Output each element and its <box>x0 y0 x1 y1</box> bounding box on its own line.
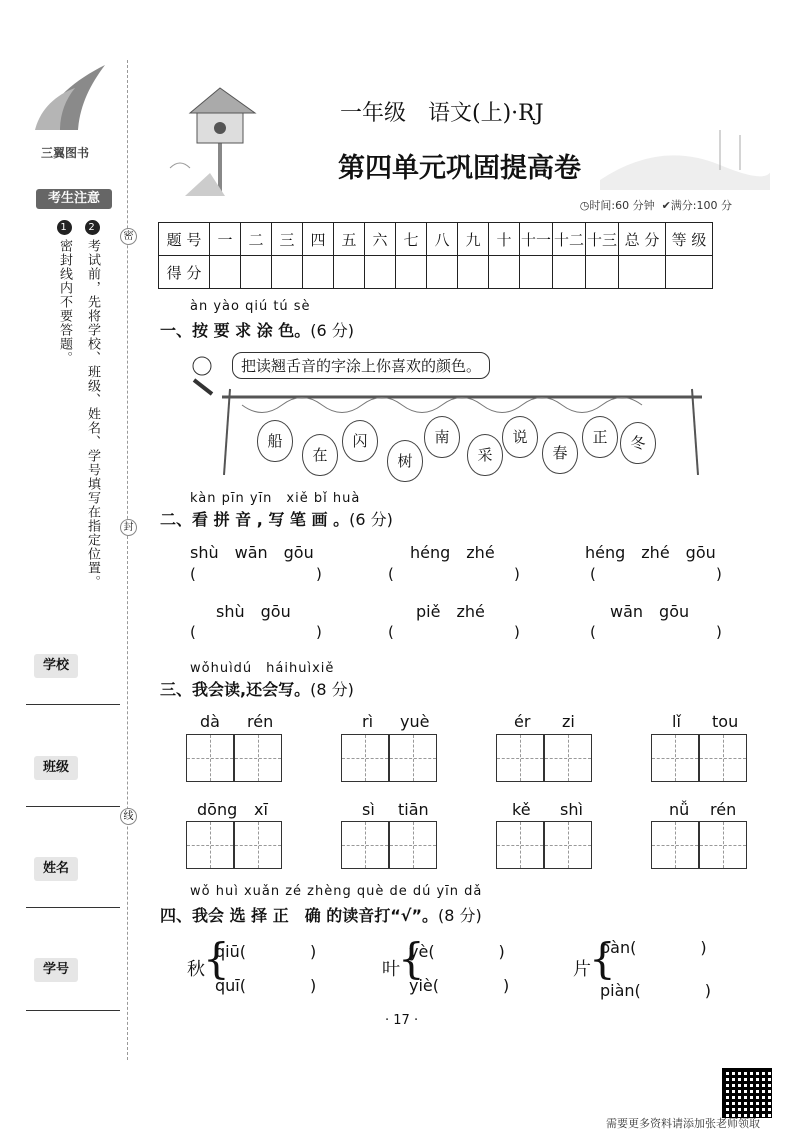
table-header-cell: 八 <box>427 223 458 256</box>
writing-grid[interactable] <box>496 734 544 782</box>
writing-grid[interactable] <box>389 821 437 869</box>
grade-subject: 一年级 语文(上)·RJ <box>340 101 544 126</box>
section4-title-text: 四、我会 选 择 正 确 的读音打“√”。 <box>160 906 438 925</box>
table-header-cell: 得 分 <box>159 256 210 289</box>
table-header-cell: 十 <box>489 223 520 256</box>
table-header-cell: 六 <box>365 223 396 256</box>
word-pinyin: zi <box>562 712 575 731</box>
paren-close: ) <box>716 565 722 583</box>
section3-title-text: 三、我会读,还会写。 <box>160 680 311 699</box>
writing-grid[interactable] <box>234 821 282 869</box>
landscape-illustration <box>600 110 770 190</box>
publisher-logo <box>30 60 110 165</box>
paren-close: ) <box>716 623 722 641</box>
writing-grid[interactable] <box>699 734 747 782</box>
word-pinyin: dà <box>200 712 220 731</box>
instruction-bubble: 把读翘舌音的字涂上你喜欢的颜色。 <box>232 352 490 379</box>
paren-open: ( <box>190 623 196 641</box>
word-pinyin: sì <box>362 800 375 819</box>
writing-grid[interactable] <box>186 821 234 869</box>
writing-grid[interactable] <box>496 821 544 869</box>
brace-icon: { <box>398 934 425 983</box>
paren-open: ( <box>190 565 196 583</box>
choice-option[interactable]: yè( ) <box>409 942 505 961</box>
writing-grid[interactable] <box>699 821 747 869</box>
writing-grid[interactable] <box>389 734 437 782</box>
section2-title <box>160 507 393 530</box>
coloring-illustration <box>182 350 702 475</box>
choice-char: 秋 <box>187 959 205 980</box>
score-table <box>158 222 713 289</box>
gourd-char[interactable]: 南 <box>424 416 460 458</box>
score-cell[interactable] <box>396 256 427 289</box>
notice-item-1 <box>50 220 72 365</box>
page-number: · 17 · <box>385 1013 419 1028</box>
notice-item-2 <box>78 220 100 589</box>
seal-char-xian: 线 <box>120 808 137 825</box>
stroke-pinyin: piě zhé <box>416 602 485 621</box>
gourd-char[interactable]: 采 <box>467 434 503 476</box>
table-header-cell: 十二 <box>553 223 586 256</box>
gourd-char[interactable]: 树 <box>387 440 423 482</box>
section3-title <box>160 677 354 700</box>
name-line[interactable] <box>26 907 120 908</box>
writing-grid[interactable] <box>651 734 699 782</box>
word-pinyin: ér <box>514 712 531 731</box>
table-header-cell: 二 <box>241 223 272 256</box>
gourd-char[interactable]: 冬 <box>620 422 656 464</box>
footer-note: 需要更多资料请添加张老师领取 <box>606 1117 760 1130</box>
gourd-char[interactable]: 正 <box>582 416 618 458</box>
score-cell[interactable] <box>427 256 458 289</box>
seal-char-feng: 封 <box>120 519 137 536</box>
school-label: 学校 <box>34 654 78 678</box>
stroke-pinyin: wān gōu <box>610 602 690 621</box>
notice-text: 密封线内不要答题。 <box>57 239 72 365</box>
choice-option[interactable]: qiū( ) <box>215 942 317 961</box>
section1-title-text: 一、按 要 求 涂 色。 <box>160 321 311 340</box>
notice-title: 考生注意 <box>36 189 112 209</box>
gourd-char[interactable]: 春 <box>542 432 578 474</box>
score-cell[interactable] <box>365 256 396 289</box>
gourd-char[interactable]: 闪 <box>342 420 378 462</box>
school-line[interactable] <box>26 704 120 705</box>
word-pinyin: lǐ <box>672 712 681 731</box>
stroke-pinyin: héng zhé gōu <box>585 543 716 562</box>
score-cell[interactable] <box>666 256 713 289</box>
gourd-char[interactable]: 船 <box>257 420 293 462</box>
table-header-cell: 三 <box>272 223 303 256</box>
brand-name: 三翼图书 <box>40 146 89 160</box>
word-pinyin: tou <box>712 712 739 731</box>
gourd-char[interactable]: 说 <box>502 416 538 458</box>
section4-points: (8 分) <box>438 906 482 925</box>
stroke-pinyin: shù wān gōu <box>190 543 314 562</box>
section3-points: (8 分) <box>310 680 354 699</box>
score-cell[interactable] <box>586 256 619 289</box>
wing-logo-icon <box>30 60 110 140</box>
word-pinyin: rén <box>247 712 274 731</box>
word-pinyin: rì <box>362 712 374 731</box>
brace-icon: { <box>203 934 230 983</box>
choice-char: 片 <box>573 959 591 980</box>
word-pinyin: xī <box>254 800 268 819</box>
table-header-cell: 四 <box>303 223 334 256</box>
word-pinyin: shì <box>560 800 583 819</box>
word-pinyin: yuè <box>400 712 430 731</box>
paren-open: ( <box>388 565 394 583</box>
stroke-pinyin: héng zhé <box>410 543 495 562</box>
section2-title-text: 二、看 拼 音 , 写 笔 画 。 <box>160 510 350 529</box>
score-cell[interactable] <box>520 256 553 289</box>
notice-text: 考试前，先将学校、班级、姓名、学号填写在指定位置。 <box>85 239 100 589</box>
table-header-cell: 五 <box>334 223 365 256</box>
section3-pinyin: wǒhuìdú háihuìxiě <box>190 661 335 676</box>
table-header-cell: 七 <box>396 223 427 256</box>
paren-open: ( <box>388 623 394 641</box>
notice-number: 1 <box>57 220 72 235</box>
score-cell[interactable] <box>458 256 489 289</box>
section2-points: (6 分) <box>349 510 393 529</box>
score-cell[interactable] <box>210 256 241 289</box>
section1-title <box>160 318 354 341</box>
paren-close: ) <box>514 623 520 641</box>
writing-grid[interactable] <box>341 734 389 782</box>
notice-number: 2 <box>85 220 100 235</box>
score-cell[interactable] <box>303 256 334 289</box>
choice-option[interactable]: piàn( ) <box>600 981 712 1000</box>
qr-code-icon[interactable] <box>722 1068 772 1118</box>
name-label: 姓名 <box>34 857 78 881</box>
birdhouse-illustration <box>165 78 275 198</box>
brace-icon: { <box>589 934 616 983</box>
word-pinyin: rén <box>710 800 737 819</box>
clock-icon: ◷ <box>579 199 590 212</box>
score-cell[interactable] <box>334 256 365 289</box>
student-id-line[interactable] <box>26 1010 120 1011</box>
seal-char-mi: 密 <box>120 228 137 245</box>
class-label: 班级 <box>34 756 78 780</box>
stroke-pinyin: shù gōu <box>216 602 291 621</box>
table-header-cell: 十一 <box>520 223 553 256</box>
choice-option[interactable]: pàn( ) <box>600 938 707 957</box>
section1-points: (6 分) <box>310 321 355 340</box>
table-row <box>159 223 713 256</box>
word-pinyin: kě <box>512 800 531 819</box>
score-cell[interactable] <box>553 256 586 289</box>
table-header-cell: 等 级 <box>666 223 713 256</box>
student-id-label: 学号 <box>34 958 78 982</box>
paren-open: ( <box>590 565 596 583</box>
section2-pinyin: kàn pīn yīn xiě bǐ huà <box>190 491 361 506</box>
table-header-cell: 题 号 <box>159 223 210 256</box>
section4-title <box>160 903 482 926</box>
time-limit: 时间:60 分钟 <box>589 199 655 212</box>
word-pinyin: dōng <box>197 800 238 819</box>
exam-info <box>580 197 732 213</box>
writing-grid[interactable] <box>234 734 282 782</box>
word-pinyin: nǚ <box>669 800 690 819</box>
paren-close: ) <box>514 565 520 583</box>
score-cell[interactable] <box>241 256 272 289</box>
score-cell[interactable] <box>272 256 303 289</box>
full-marks: 满分:100 分 <box>670 199 732 212</box>
writing-grid[interactable] <box>651 821 699 869</box>
gourd-char[interactable]: 在 <box>302 434 338 476</box>
writing-grid[interactable] <box>544 734 592 782</box>
check-icon: ✔ <box>661 199 671 212</box>
class-line[interactable] <box>26 806 120 807</box>
score-cell[interactable] <box>619 256 666 289</box>
seal-line <box>127 60 128 1060</box>
paren-close: ) <box>316 565 322 583</box>
section1-pinyin: àn yào qiú tú sè <box>190 299 311 314</box>
table-header-cell: 九 <box>458 223 489 256</box>
section4-pinyin: wǒ huì xuǎn zé zhèng què de dú yīn dǎ <box>190 884 483 899</box>
paren-close: ) <box>316 623 322 641</box>
table-row <box>159 256 713 289</box>
writing-grid[interactable] <box>544 821 592 869</box>
writing-grid[interactable] <box>186 734 234 782</box>
table-header-cell: 十三 <box>586 223 619 256</box>
page-title: 第四单元巩固提高卷 <box>338 153 581 184</box>
choice-option[interactable]: yiè( ) <box>409 976 510 995</box>
choice-char: 叶 <box>382 959 400 980</box>
word-pinyin: tiān <box>398 800 429 819</box>
table-header-cell: 总 分 <box>619 223 666 256</box>
table-header-cell: 一 <box>210 223 241 256</box>
choice-option[interactable]: quī( ) <box>215 976 317 995</box>
writing-grid[interactable] <box>341 821 389 869</box>
paren-open: ( <box>590 623 596 641</box>
score-cell[interactable] <box>489 256 520 289</box>
